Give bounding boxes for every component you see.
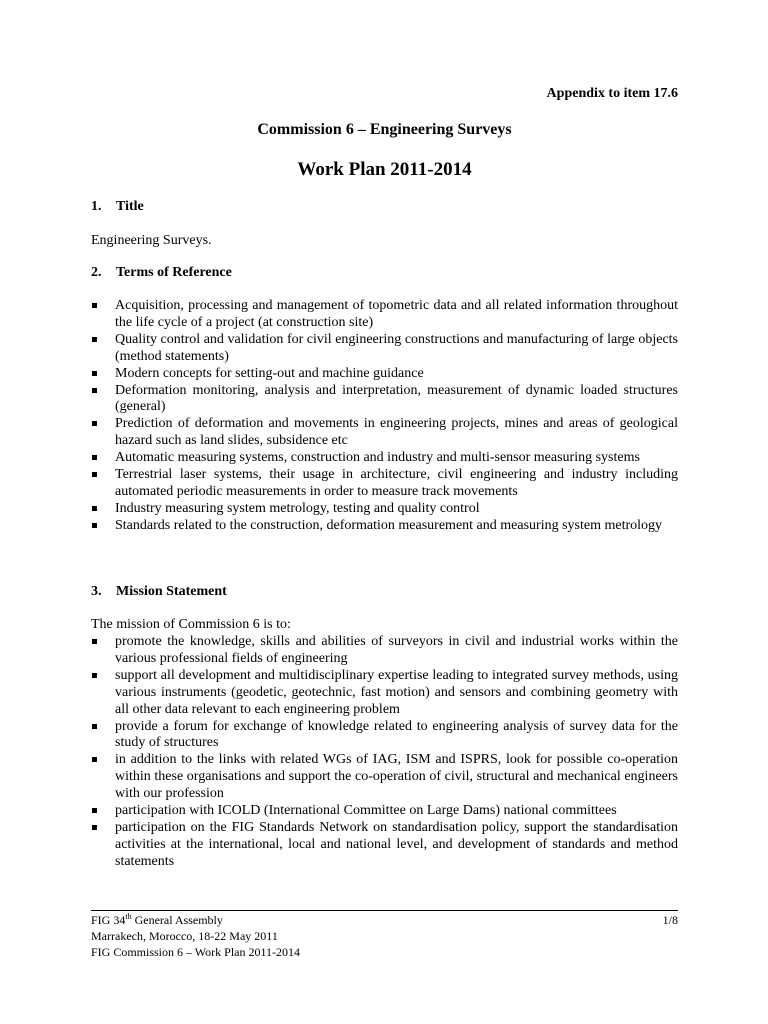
section-heading-text: Terms of Reference [116,265,232,280]
list-item: promote the knowledge, skills and abilities of surveyors in civil and industrial works within the various professional fields of engineering [91,634,678,668]
list-item: Prediction of deformation and movements in engineering projects, mines and areas of geological hazard such as land slides, subsidence etc [91,416,678,450]
terms-of-reference-list [91,298,678,535]
footer-assembly: FIG 34th General Assembly [91,912,223,927]
section-number: 2. [91,265,102,280]
mission-intro: The mission of Commission 6 is to: [91,617,291,632]
list-item: participation with ICOLD (International Committee on Large Dams) national committees [91,803,678,820]
section-heading-title [91,199,144,215]
footer-divider [91,910,678,911]
list-item: Acquisition, processing and management of topometric data and all related information throughout the life cycle of a project (at construction site) [91,298,678,332]
section-heading-terms [91,265,232,281]
list-item: Automatic measuring systems, construction and industry and multi-sensor measuring systems [91,450,678,467]
section-heading-mission [91,584,227,600]
commission-title: Commission 6 – Engineering Surveys [257,121,512,138]
footer-workplan: FIG Commission 6 – Work Plan 2011-2014 [91,945,301,959]
list-item: support all development and multidisciplinary expertise leading to integrated survey methods, using various instruments (geodetic, geotechnic, fast motion) and sensors and combining geometry with all other data relevant to each engineering problem [91,668,678,719]
list-item: Industry measuring system metrology, testing and quality control [91,501,678,518]
list-item: provide a forum for exchange of knowledge related to engineering analysis of survey data for the study of structures [91,719,678,753]
list-item: participation on the FIG Standards Network on standardisation policy, support the standardisation activities at the international, local and national level, and development of standards and method statements [91,820,678,871]
appendix-label: Appendix to item 17.6 [546,86,678,101]
mission-statement-list [91,634,678,871]
section-heading-text: Mission Statement [116,584,227,599]
list-item: Quality control and validation for civil engineering constructions and manufacturing of large objects (method statements) [91,332,678,366]
section-heading-text: Title [116,199,144,214]
list-item: Modern concepts for setting-out and machine guidance [91,366,678,383]
footer-location: Marrakech, Morocco, 18-22 May 2011 [91,929,278,943]
page-title: Work Plan 2011-2014 [297,159,472,180]
title-body: Engineering Surveys. [91,233,212,248]
section-number: 3. [91,584,102,599]
list-item: in addition to the links with related WGs of IAG, ISM and ISPRS, look for possible co-operation within these organisations and support the co-operation of civil, structural and mechanical engineers with our profession [91,752,678,803]
page-number: 1/8 [662,913,678,927]
page-footer [91,912,678,960]
section-number: 1. [91,199,102,214]
list-item: Terrestrial laser systems, their usage in architecture, civil engineering and industry including automated periodic measurements in order to measure track movements [91,467,678,501]
list-item: Deformation monitoring, analysis and interpretation, measurement of dynamic loaded structures (general) [91,383,678,417]
list-item: Standards related to the construction, deformation measurement and measuring system metrology [91,518,678,535]
